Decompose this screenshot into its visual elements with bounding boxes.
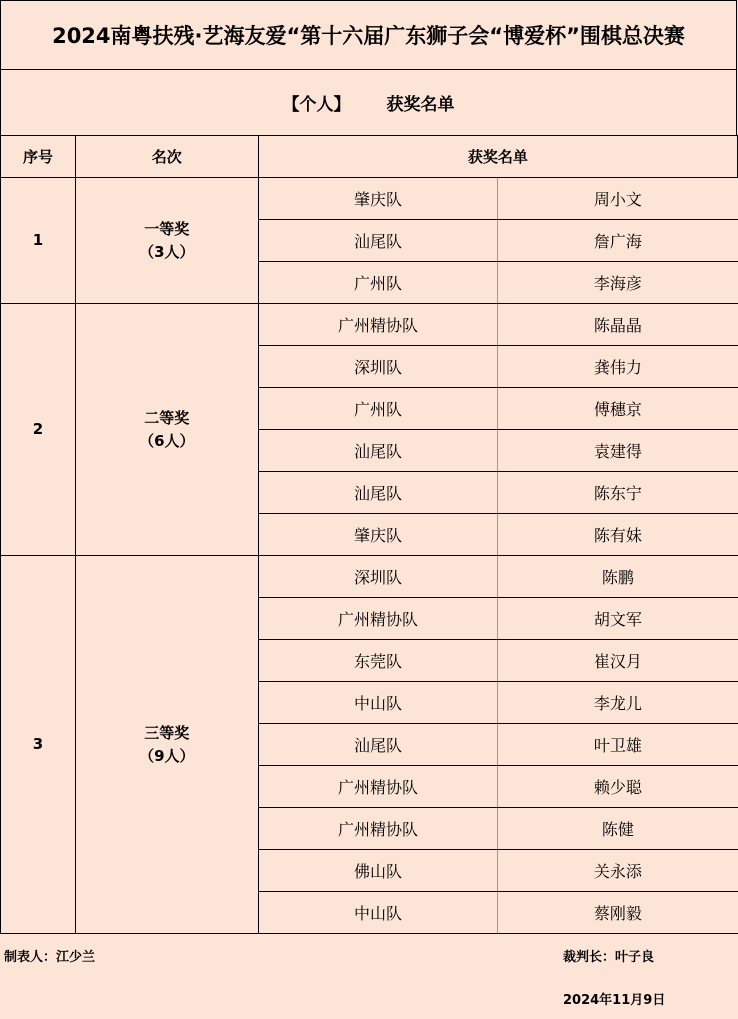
team-cell: 肇庆队 <box>258 514 498 556</box>
table-row <box>1 178 738 220</box>
column-header-seq: 序号 <box>1 136 76 178</box>
winner-name-cell: 关永添 <box>498 850 738 892</box>
team-cell: 广州队 <box>258 262 498 304</box>
winner-name-cell: 陈东宁 <box>498 472 738 514</box>
team-cell: 汕尾队 <box>258 472 498 514</box>
team-cell: 广州精协队 <box>258 808 498 850</box>
team-cell: 广州精协队 <box>258 304 498 346</box>
chief-referee-label: 裁判长：叶子良 <box>563 950 655 965</box>
subtitle-label: 获奖名单 <box>386 95 455 115</box>
rank-count: （9人） <box>139 746 195 765</box>
winner-name-cell: 陈鹏 <box>498 556 738 598</box>
team-cell: 深圳队 <box>258 556 498 598</box>
subtitle-category: 【个人】 <box>282 95 351 115</box>
team-cell: 汕尾队 <box>258 724 498 766</box>
winner-name-cell: 周小文 <box>498 178 738 220</box>
table-header-row <box>1 136 738 178</box>
subtitle <box>0 69 737 135</box>
seq-cell: 3 <box>1 556 76 934</box>
winner-name-cell: 袁建得 <box>498 430 738 472</box>
team-cell: 佛山队 <box>258 850 498 892</box>
rank-cell <box>75 304 258 556</box>
title-text: 2024南粤扶残·艺海友爱“第十六届广东狮子会“博爱杯”围棋总决赛 <box>52 24 685 48</box>
team-cell: 汕尾队 <box>258 430 498 472</box>
date-label: 2024年11月9日 <box>563 993 666 1008</box>
winner-name-cell: 叶卫雄 <box>498 724 738 766</box>
winner-name-cell: 陈有妹 <box>498 514 738 556</box>
seq-cell: 2 <box>1 304 76 556</box>
team-cell: 广州队 <box>258 388 498 430</box>
rank-label: 三等奖 <box>144 723 190 742</box>
team-cell: 广州精协队 <box>258 766 498 808</box>
winner-name-cell: 赖少聪 <box>498 766 738 808</box>
team-cell: 深圳队 <box>258 346 498 388</box>
award-table <box>0 135 738 934</box>
winner-name-cell: 李龙儿 <box>498 682 738 724</box>
winner-name-cell: 胡文军 <box>498 598 738 640</box>
winner-name-cell: 龚伟力 <box>498 346 738 388</box>
team-cell: 广州精协队 <box>258 598 498 640</box>
winner-name-cell: 傅穗京 <box>498 388 738 430</box>
seq-cell: 1 <box>1 178 76 304</box>
winner-name-cell: 陈健 <box>498 808 738 850</box>
rank-cell <box>75 178 258 304</box>
column-header-winners: 获奖名单 <box>258 136 737 178</box>
table-row <box>1 304 738 346</box>
team-cell: 中山队 <box>258 892 498 934</box>
winner-name-cell: 陈晶晶 <box>498 304 738 346</box>
team-cell: 中山队 <box>258 682 498 724</box>
rank-count: （3人） <box>139 242 195 261</box>
document-title <box>0 0 737 69</box>
table-row <box>1 556 738 598</box>
rank-count: （6人） <box>139 431 195 450</box>
compiler-label: 制表人：江少兰 <box>4 950 96 965</box>
team-cell: 东莞队 <box>258 640 498 682</box>
rank-label: 一等奖 <box>144 219 190 238</box>
team-cell: 肇庆队 <box>258 178 498 220</box>
winner-name-cell: 詹广海 <box>498 220 738 262</box>
rank-cell <box>75 556 258 934</box>
column-header-rank: 名次 <box>75 136 258 178</box>
rank-label: 二等奖 <box>144 408 190 427</box>
team-cell: 汕尾队 <box>258 220 498 262</box>
winner-name-cell: 蔡刚毅 <box>498 892 738 934</box>
winner-name-cell: 崔汉月 <box>498 640 738 682</box>
winner-name-cell: 李海彦 <box>498 262 738 304</box>
